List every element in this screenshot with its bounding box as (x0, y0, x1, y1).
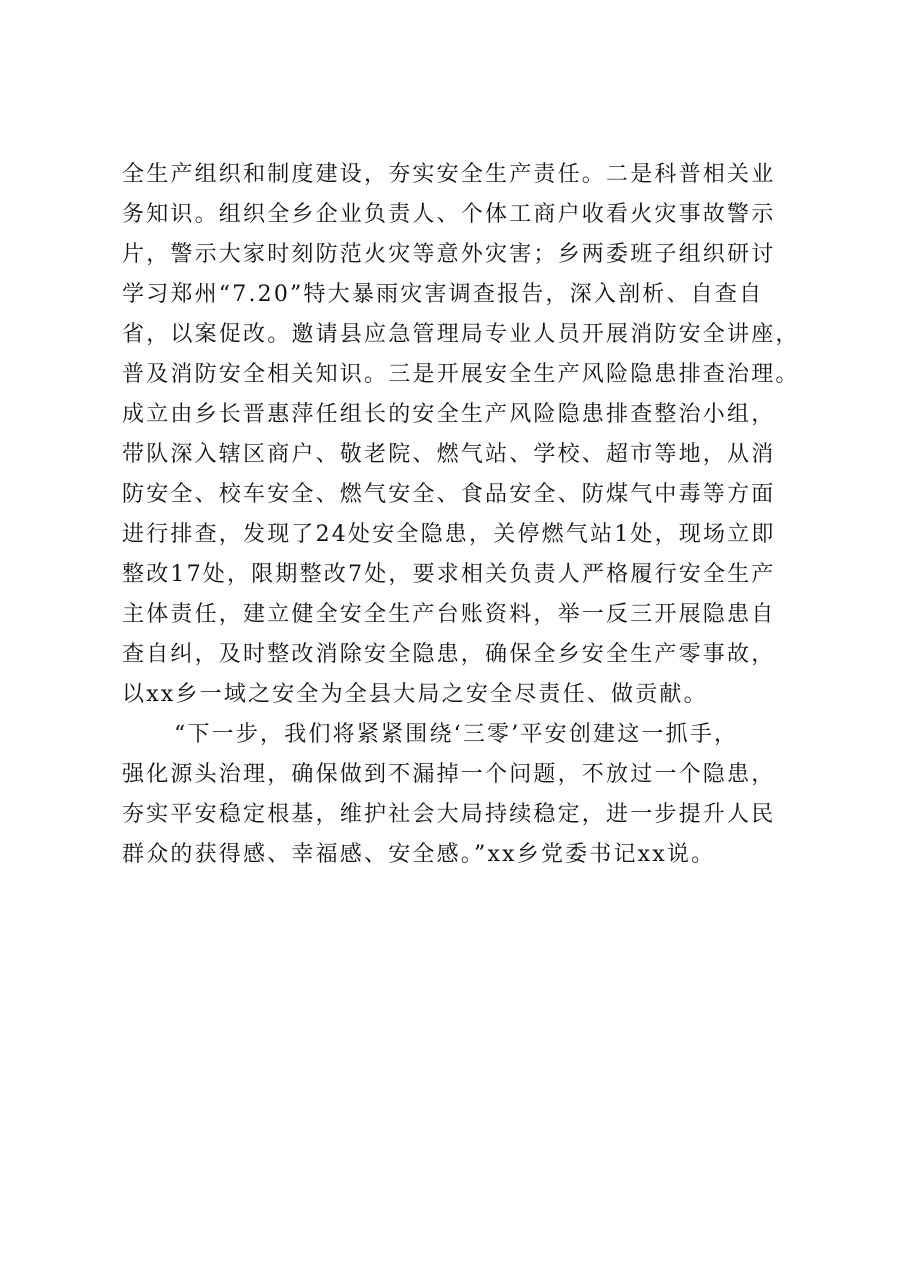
text-line: 务知识。组织全乡企业负责人、个体工商户收看火灾事故警示 (122, 202, 776, 227)
paragraph-2 (122, 715, 822, 875)
text-line: “下一步，我们将紧紧围绕‘三零’平安创建这一抓手， (174, 722, 739, 747)
text-line: 主体责任，建立健全安全生产台账资料，举一反三开展隐患自 (122, 602, 776, 627)
text-line: 群众的获得感、幸福感、安全感。”xx乡党委书记xx说。 (122, 842, 716, 867)
text-line: 以xx乡一域之安全为全县大局之安全尽责任、做贡献。 (122, 682, 708, 707)
text-line: 片，警示大家时刻防范火灾等意外灾害；乡两委班子组织研讨 (122, 242, 776, 267)
text-line: 查自纠，及时整改消除安全隐患，确保全乡安全生产零事故， (122, 642, 776, 667)
text-line: 带队深入辖区商户、敬老院、燃气站、学校、超市等地，从消 (122, 442, 776, 467)
text-line: 省，以案促改。邀请县应急管理局专业人员开展消防安全讲座， (122, 322, 800, 347)
document-body (122, 155, 822, 875)
text-line: 进行排查，发现了24处安全隐患，关停燃气站1处，现场立即 (122, 522, 776, 547)
text-line: 夯实平安稳定根基，维护社会大局持续稳定，进一步提升人民 (122, 802, 776, 827)
text-line: 普及消防安全相关知识。三是开展安全生产风险隐患排查治理。 (122, 362, 800, 387)
text-line: 整改17处，限期整改7处，要求相关负责人严格履行安全生产 (122, 562, 776, 587)
text-line: 学习郑州“7.20”特大暴雨灾害调查报告，深入剖析、自查自 (122, 282, 764, 307)
text-line: 成立由乡长晋惠萍任组长的安全生产风险隐患排查整治小组， (122, 402, 776, 427)
text-line: 强化源头治理，确保做到不漏掉一个问题，不放过一个隐患， (122, 762, 776, 787)
text-line: 防安全、校车安全、燃气安全、食品安全、防煤气中毒等方面 (122, 482, 776, 507)
paragraph-1 (122, 155, 822, 715)
text-line: 全生产组织和制度建设，夯实安全生产责任。二是科普相关业 (122, 162, 776, 187)
